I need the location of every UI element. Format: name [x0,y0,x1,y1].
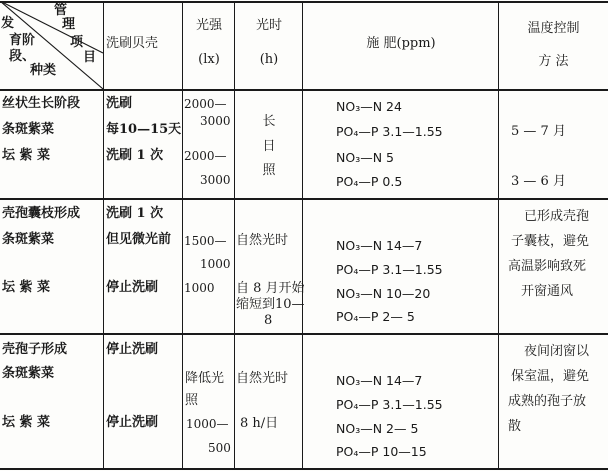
header-light-unit: (lx) [198,52,220,67]
row2-light-1: 1500— [184,234,227,248]
row1-fert-4: PO₄—P 0.5 [336,174,403,189]
row3-fert-1: NO₃—N 14—7 [336,373,423,388]
corner-yujie: 育阶 [9,33,36,48]
row1-wash-1: 洗刷 [106,96,133,111]
row2-light-2: 1000 [200,257,231,271]
row2-fert-2: PO₄—P 3.1—1.55 [336,262,443,277]
row2-duration-2: 自 8 月开始 [236,281,305,296]
row3-duration-2: 8 h/日 [240,416,279,431]
row3-fert-2: PO₄—P 3.1—1.55 [336,397,443,412]
row1-fert-3: NO₃—N 5 [336,150,394,165]
row3-light-4: 500 [208,441,231,455]
row2-bottom-rule [0,333,608,335]
row1-light-4: 3000 [200,173,231,187]
row2-species-1: 条斑紫菜 [2,232,55,247]
row1-fert-1: NO₃—N 24 [336,99,402,114]
header-duration-unit: (h) [259,52,279,67]
row3-species-1: 条斑紫菜 [2,366,55,381]
row1-species-2: 坛 紫 菜 [2,148,51,163]
header-temp-2: 方 法 [538,54,569,69]
row2-wash-1: 洗刷 1 次 [106,206,164,221]
header-light: 光强 [195,18,222,33]
row3-temp-2: 保室温，避免 [511,369,590,384]
row2-duration-3: 缩短到10— [236,297,305,312]
row1-light-3: 2000— [184,149,227,163]
row2-species-2: 坛 紫 菜 [2,280,51,295]
header-duration: 光时 [255,18,282,33]
corner-zhonglei: 种类 [30,63,57,78]
header-temp-1: 温度控制 [527,21,580,36]
row2-stage: 壳孢囊枝形成 [2,206,81,221]
corner-xiang: 项 [70,35,84,50]
row1-duration-1: 长 [262,114,276,129]
row2-temp-1: 已形成壳孢 [524,209,590,224]
corner-guan: 管 [54,3,68,18]
row1-wash-2: 每10—15天 [106,122,182,137]
row1-duration-3: 照 [262,163,276,178]
row2-wash-3: 停止洗刷 [106,280,159,295]
corner-duan: 段、 [9,49,36,64]
row1-duration-2: 日 [262,139,276,154]
row3-light-1: 降低光 [185,371,225,386]
col-divider-light [234,1,235,469]
row3-wash-2: 停止洗刷 [106,415,159,430]
row2-fert-3: NO₃—N 10—20 [336,286,431,301]
col-divider-stage [103,1,104,469]
row2-fert-4: PO₄—P 2— 5 [336,309,415,324]
row2-duration-4: 8 [264,313,273,328]
row3-light-2: 照 [185,393,199,408]
row1-species-1: 条斑紫菜 [2,122,55,137]
row2-light-3: 1000 [184,281,215,295]
col-divider-duration [302,1,303,469]
header-fert: 施 肥(ppm) [366,36,436,51]
row3-fert-4: PO₄—P 10—15 [336,444,427,459]
row1-light-2: 3000 [200,114,231,128]
row3-temp-4: 散 [508,419,522,434]
col-divider-wash [182,1,183,469]
row1-temp-2: 3 — 6 月 [511,174,566,189]
row3-temp-3: 成熟的孢子放 [508,394,587,409]
row2-duration-1: 自然光时 [236,233,289,248]
row3-temp-1: 夜间闭窗以 [524,344,590,359]
row3-species-2: 坛 紫 菜 [2,415,51,430]
row1-fert-2: PO₄—P 3.1—1.55 [336,124,443,139]
row1-stage: 丝状生长阶段 [2,96,81,111]
row1-wash-3: 洗刷 1 次 [106,148,164,163]
row3-duration-1: 自然光时 [236,371,289,386]
row3-stage: 壳孢子形成 [2,342,68,357]
table-bottom-rule [0,468,608,470]
row2-temp-4: 开窗通风 [521,284,574,299]
row3-fert-3: NO₃—N 2— 5 [336,421,419,436]
row3-light-3: 1000— [186,417,229,431]
corner-li: 理 [62,17,76,32]
row1-bottom-rule [0,198,608,200]
row1-temp-1: 5 — 7 月 [511,124,566,139]
row2-temp-3: 高温影响致死 [508,259,587,274]
col-divider-fert [498,1,499,469]
row2-wash-2: 但见微光前 [106,232,172,247]
row1-light-1: 2000— [184,97,227,111]
row2-fert-1: NO₃—N 14—7 [336,238,423,253]
header-wash: 洗刷贝壳 [106,36,159,51]
corner-fa: 发 [1,16,15,31]
corner-mu: 目 [83,50,97,65]
row3-wash-1: 停止洗刷 [106,342,159,357]
row2-temp-2: 子囊枝，避免 [511,234,590,249]
